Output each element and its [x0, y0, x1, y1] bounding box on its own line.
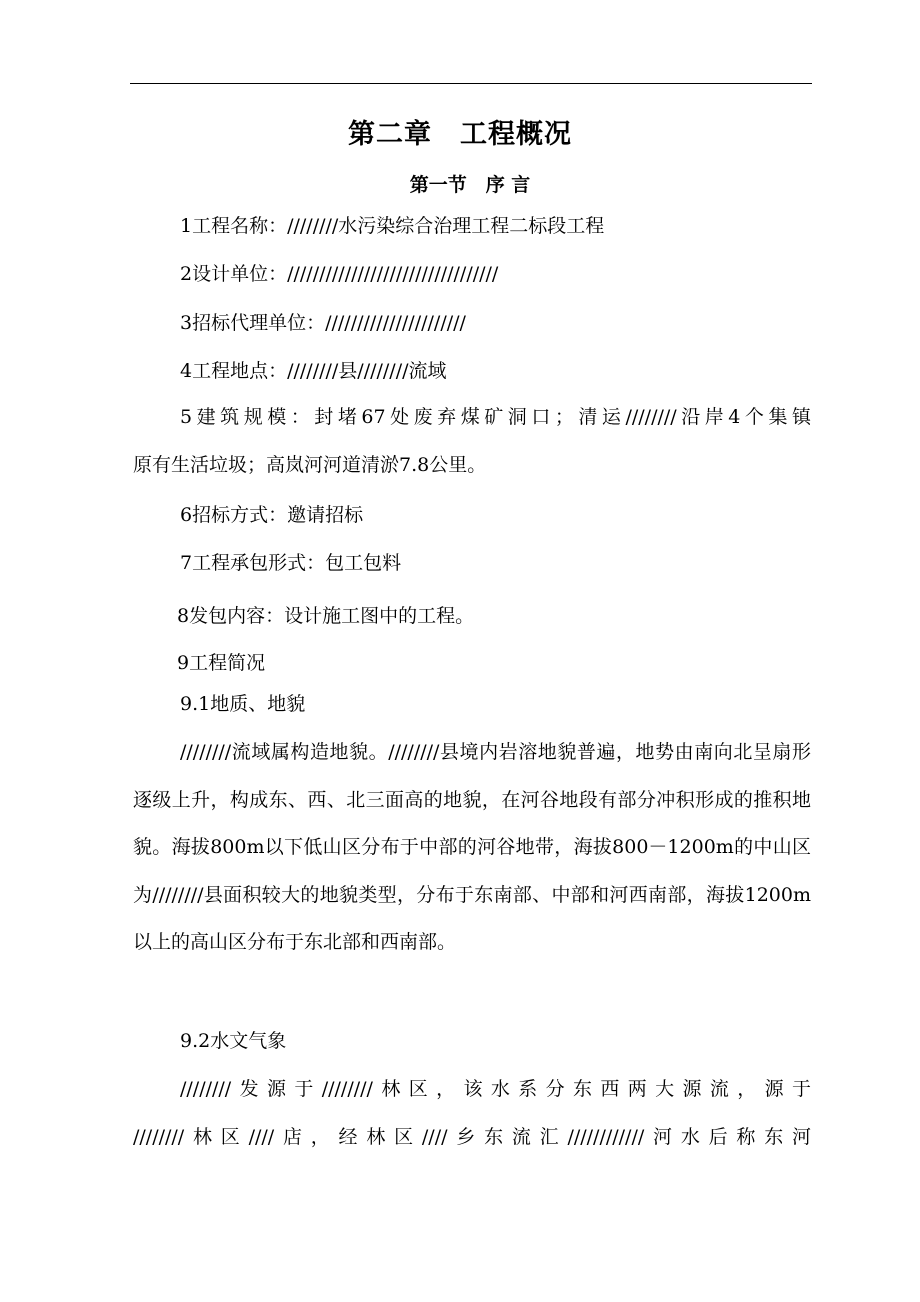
item-building-scale-line1: 5建筑规模：封堵67处废弃煤矿洞口；清运////////沿岸4个集镇 — [180, 406, 811, 428]
item-project-overview: 9工程简况 — [177, 652, 266, 674]
item-project-location: 4工程地点：////////县////////流域 — [180, 360, 447, 382]
item-contract-content: 8发包内容：设计施工图中的工程。 — [177, 605, 475, 627]
item-tender-agent: 3招标代理单位：////////////////////// — [180, 312, 466, 334]
hydrology-line2: ////////林区////店，经林区////乡东流汇////////////河水后称东河 — [133, 1126, 811, 1148]
hydrology-paragraph — [133, 1065, 811, 1161]
section-title: 第一节 序 言 — [409, 174, 531, 196]
subsection-geology: 9.1地质、地貌 — [180, 693, 306, 715]
item-building-scale — [133, 393, 811, 489]
header-rule — [130, 83, 812, 84]
item-design-unit: 2设计单位：///////////////////////////////// — [180, 263, 499, 285]
item-project-name: 1工程名称：////////水污染综合治理工程二标段工程 — [180, 215, 605, 237]
item-contract-form: 7工程承包形式：包工包料 — [180, 552, 402, 574]
geology-paragraph: ////////流域属构造地貌。////////县境内岩溶地貌普遍，地势由南向北呈扇形逐级上升，构成东、西、北三面高的地貌，在河谷地段有部分冲积形成的推积地貌。海拔800m以下低山区分布于中部的河谷地带，海拔800－1200m的中山区为////////县面积较大的地貌类型，分布于东南部、中部和河西南部，海拔1200m以上的高山区分布于东北部和西南部。 — [133, 741, 811, 953]
item-building-scale-line2: 原有生活垃圾；高岚河河道清淤7.8公里。 — [133, 454, 487, 476]
hydrology-line1: ////////发源于////////林区，该水系分东西两大源流，源于 — [180, 1078, 811, 1100]
subsection-hydrology: 9.2水文气象 — [180, 1030, 287, 1052]
chapter-title: 第二章 工程概况 — [348, 119, 572, 150]
item-tender-method: 6招标方式：邀请招标 — [180, 504, 364, 526]
